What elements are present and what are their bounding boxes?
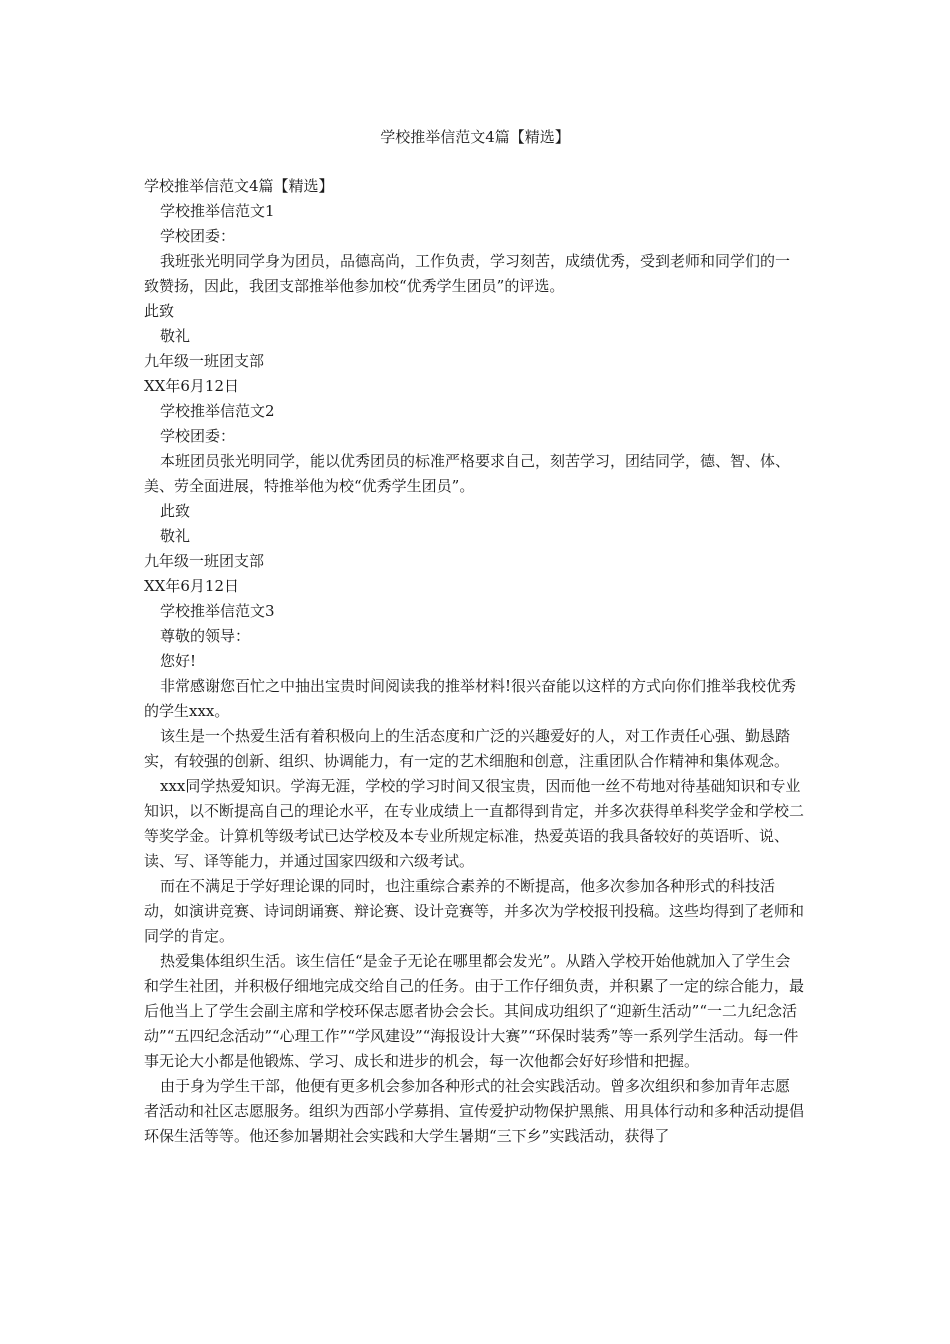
paragraph: 九年级一班团支部: [144, 552, 265, 570]
paragraph: xxx同学热爱知识。学海无涯，学校的学习时间又很宝贵，因而他一丝不苟地对待基础知识和专业知识，以不断提高自己的理论水平，在专业成绩上一直都得到肯定，并多次获得单科奖学金和学校二等奖学金。计算机等级考试已达学校及本专业所规定标准，热爱英语的我具备较好的英语听、说、读、写、译等能力，并通过国家四级和六级考试。: [144, 777, 805, 870]
paragraph: 由于身为学生干部，他便有更多机会参加各种形式的社会实践活动。曾多次组织和参加青年志愿者活动和社区志愿服务。组织为西部小学募捐、宣传爱护动物保护黑熊、用具体行动和多种活动提倡环保生活等等。他还参加暑期社会实践和大学生暑期“三下乡”实践活动，获得了: [144, 1077, 805, 1145]
paragraph: 尊敬的领导：: [160, 627, 251, 645]
paragraph: 学校团委：: [160, 227, 236, 245]
paragraph: 敬礼: [160, 527, 191, 545]
paragraph: 学校推举信范文1: [160, 202, 275, 220]
paragraph: 学校推举信范文3: [160, 602, 275, 620]
paragraph: 非常感谢您百忙之中抽出宝贵时间阅读我的推举材料!很兴奋能以这样的方式向你们推举我校优秀的学生xxx。: [144, 677, 797, 720]
paragraph: 此致: [144, 302, 175, 320]
paragraph: 学校团委：: [160, 427, 236, 445]
paragraph: XX年6月12日: [144, 577, 239, 595]
paragraph: 九年级一班团支部: [144, 352, 265, 370]
document-body: [144, 174, 804, 1149]
paragraph: 此致: [160, 502, 191, 520]
document-title: 学校推举信范文4篇【精选】: [380, 128, 570, 146]
paragraph: 学校推举信范文4篇【精选】: [144, 177, 334, 195]
paragraph: 我班张光明同学身为团员，品德高尚，工作负责，学习刻苦，成绩优秀，受到老师和同学们的一致赞扬，因此，我团支部推举他参加校“优秀学生团员”的评选。: [144, 252, 791, 295]
paragraph: 该生是一个热爱生活有着积极向上的生活态度和广泛的兴趣爱好的人，对工作责任心强、勤恳踏实，有较强的创新、组织、协调能力，有一定的艺术细胞和创意，注重团队合作精神和集体观念。: [144, 727, 791, 770]
paragraph: 学校推举信范文2: [160, 402, 275, 420]
paragraph: 您好!: [160, 652, 197, 670]
paragraph: 热爱集体组织生活。该生信任“是金子无论在哪里都会发光”。从踏入学校开始他就加入了学生会和学生社团，并积极仔细地完成交给自己的任务。由于工作仔细负责，并积累了一定的综合能力，最后他当上了学生会副主席和学校环保志愿者协会会长。其间成功组织了“迎新生活动”“一二九纪念活动”“五四纪念活动”“心理工作”“学风建设”“海报设计大赛”“环保时装秀”等一系列学生活动。每一件事无论大小都是他锻炼、学习、成长和进步的机会，每一次他都会好好珍惜和把握。: [144, 952, 805, 1070]
paragraph: XX年6月12日: [144, 377, 239, 395]
paragraph: 敬礼: [160, 327, 191, 345]
paragraph: 而在不满足于学好理论课的同时，也注重综合素养的不断提高，他多次参加各种形式的科技活动，如演讲竞赛、诗词朗诵赛、辩论赛、设计竞赛等，并多次为学校报刊投稿。这些均得到了老师和同学的肯定。: [144, 877, 805, 945]
paragraph: 本班团员张光明同学，能以优秀团员的标准严格要求自己，刻苦学习，团结同学，德、智、体、美、劳全面进展，特推举他为校“优秀学生团员”。: [144, 452, 791, 495]
